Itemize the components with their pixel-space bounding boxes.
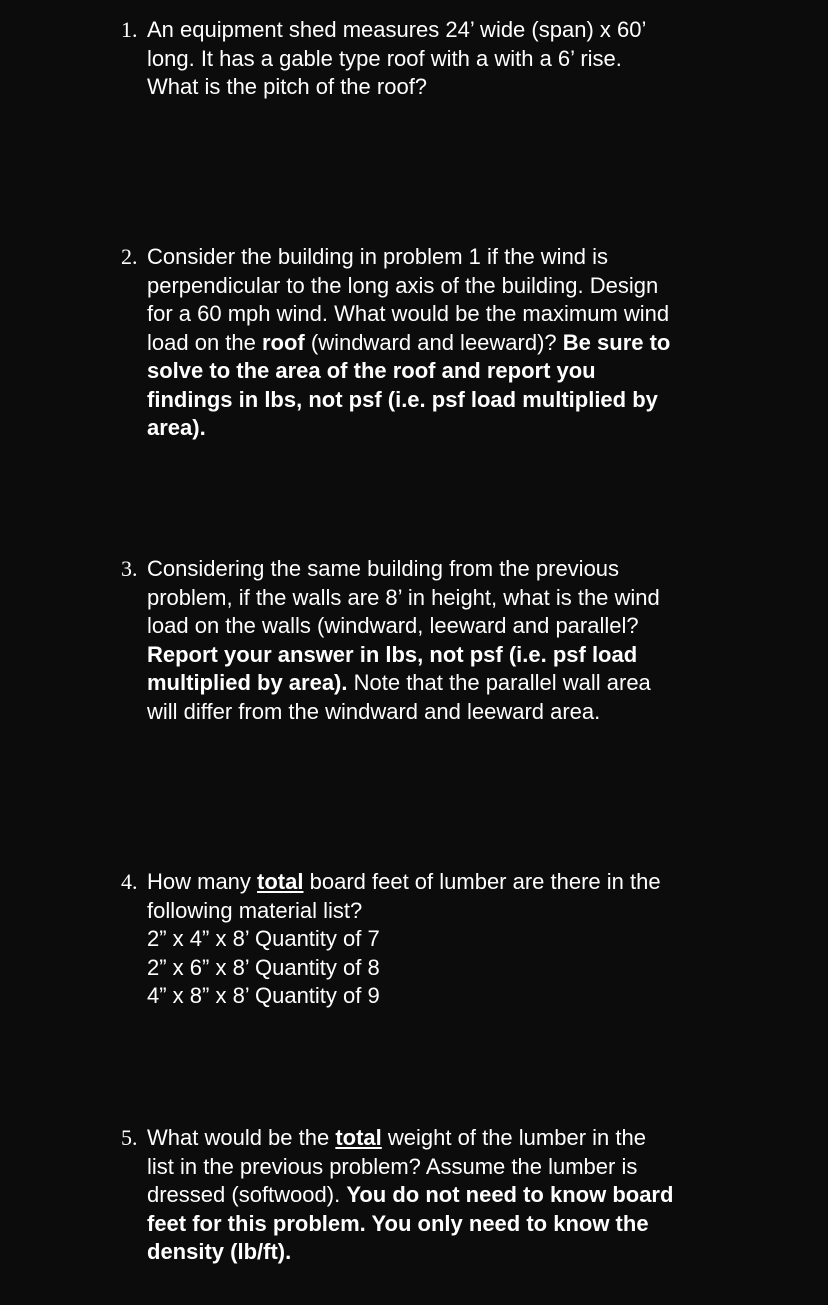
text-run: multiplied by area).	[147, 670, 348, 695]
problem-number: 4.	[121, 869, 138, 894]
text-run: 2” x 4” x 8’ Quantity of 7	[147, 926, 380, 951]
text-run: problem, if the walls are 8’ in height, what is the wind	[147, 584, 660, 610]
text-run: dressed (softwood).	[147, 1182, 347, 1207]
problem-line	[147, 73, 747, 102]
text-run: Consider the building in problem 1 if the wind is	[147, 244, 609, 269]
text-run: following material list?	[147, 897, 363, 923]
problem-number: 2.	[121, 244, 138, 269]
problem-line	[147, 925, 747, 954]
text-run: Report your answer in lbs, not psf (i.e. psf load	[147, 641, 638, 667]
text-run: for a 60 mph wind. What would be the maximum wind	[147, 301, 670, 326]
problem-text	[147, 555, 747, 726]
text-run: roof	[261, 329, 305, 355]
problem-line	[147, 16, 747, 45]
problem-line	[147, 1153, 747, 1182]
text-run: total	[335, 1125, 382, 1150]
problem-number: 5.	[121, 1125, 138, 1150]
problem-line	[147, 45, 747, 74]
text-run: feet for this problem. You only need to know the	[147, 1210, 649, 1236]
text-run: area).	[147, 415, 206, 440]
problem-line	[147, 272, 747, 301]
problem-line	[147, 954, 747, 983]
text-run: load on the walls (windward, leeward and parallel?	[147, 613, 639, 638]
text-run: total	[257, 869, 304, 894]
text-run: Considering the same building from the previous	[147, 556, 620, 581]
text-run: Note that the parallel wall area	[347, 670, 651, 695]
text-run: board feet of lumber are there in the	[303, 869, 661, 894]
problem-line	[147, 1238, 747, 1267]
problem-number: 3.	[121, 556, 138, 581]
text-run: list in the previous problem? Assume the lumber is	[147, 1153, 638, 1179]
text-run: How many	[147, 869, 258, 894]
text-run: findings in lbs, not psf (i.e. psf load multiplied by	[147, 386, 658, 412]
problem-line	[147, 357, 747, 386]
text-run: An equipment shed measures 24’ wide (span) x 60’	[147, 17, 647, 42]
problem-line	[147, 243, 747, 272]
text-run: You do not need to know board	[346, 1182, 674, 1207]
problem-line	[147, 329, 747, 358]
problem-line	[147, 641, 747, 670]
problem-text	[147, 868, 747, 1011]
text-run: Be sure to	[562, 329, 671, 355]
problem-line	[147, 1210, 747, 1239]
text-run: solve to the area of the roof and report you	[147, 358, 596, 383]
text-run: 2” x 6” x 8’ Quantity of 8	[147, 954, 380, 980]
problem-line	[147, 386, 747, 415]
problem-number: 1.	[121, 17, 138, 42]
text-run: perpendicular to the long axis of the building. Design	[147, 272, 659, 298]
text-run: load on the	[147, 329, 262, 355]
problem-line	[147, 669, 747, 698]
text-run: What would be the	[147, 1125, 336, 1150]
problem-line	[147, 300, 747, 329]
problem-line	[147, 1181, 747, 1210]
text-run: (windward and leeward)?	[304, 329, 563, 355]
problem-text	[147, 1124, 747, 1267]
text-run: will differ from the windward and leeward area.	[147, 698, 601, 724]
text-run: long. It has a gable type roof with a with a 6’ rise.	[147, 45, 622, 71]
text-run: What is the pitch of the roof?	[147, 74, 428, 99]
problem-line	[147, 698, 747, 727]
problem-line	[147, 1124, 747, 1153]
text-run: density (lb/ft).	[147, 1239, 292, 1264]
problem-line	[147, 868, 747, 897]
text-run: 4” x 8” x 8’ Quantity of 9	[147, 983, 380, 1008]
problem-text	[147, 243, 747, 443]
problem-line	[147, 982, 747, 1011]
text-run: weight of the lumber in the	[381, 1125, 646, 1150]
problem-text	[147, 16, 747, 102]
problem-line	[147, 612, 747, 641]
problem-line	[147, 555, 747, 584]
problem-line	[147, 897, 747, 926]
problem-line	[147, 584, 747, 613]
problem-line	[147, 414, 747, 443]
